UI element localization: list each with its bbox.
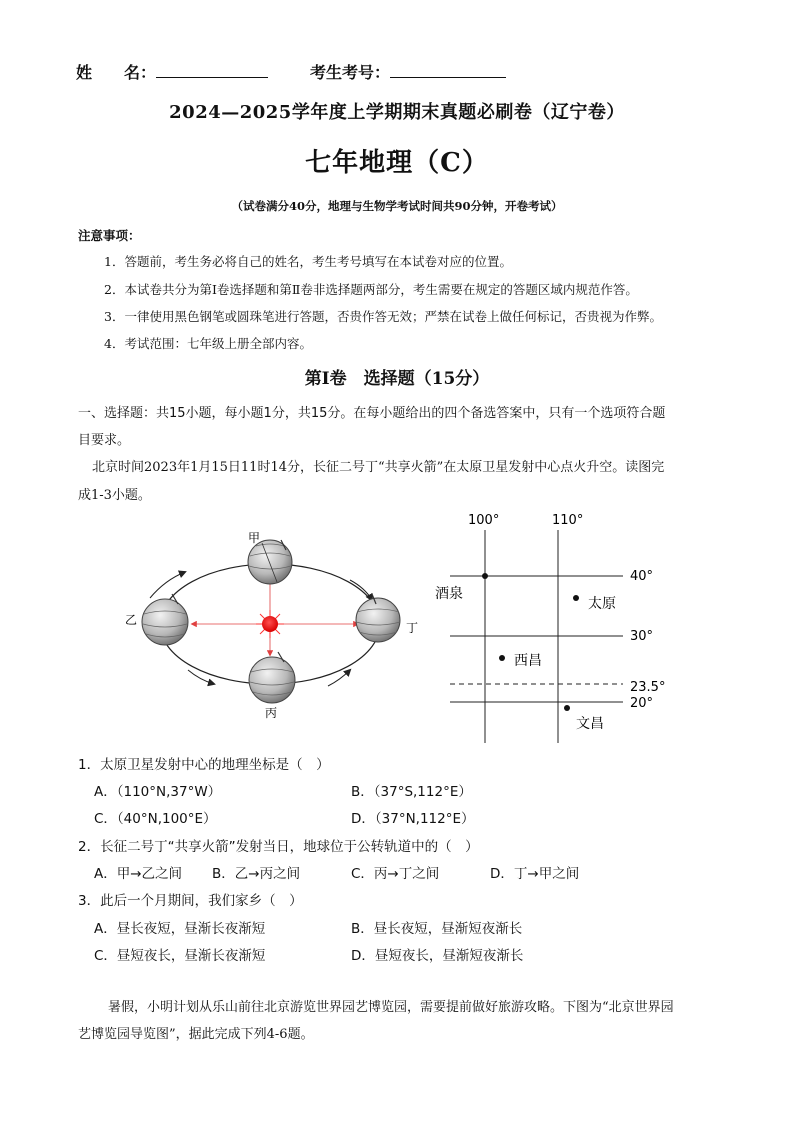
note-item-2: 2．本试卷共分为第Ⅰ卷选择题和第Ⅱ卷非选择题两部分，考生需要在规定的答题区域内规范作答。 [104,282,638,297]
jiuquan-marker [482,573,488,579]
question-3-option-d[interactable]: D．昼短夜长，昼渐短夜渐长 [351,948,524,964]
place-jiuquan: 酒泉 [435,586,463,602]
question-1-option-c[interactable]: C．（40°N,100°E） [94,811,217,827]
question-2-option-a[interactable]: A．甲→乙之间 [94,866,183,882]
label-jia: 甲 [248,531,261,545]
earth-bing-icon [249,652,295,703]
exam-info: （试卷满分40分，地理与生物学考试时间共90分钟，开卷考试） [231,199,563,213]
note-item-1: 1．答题前，考生务必将自己的姓名，考生考号填写在本试卷对应的位置。 [104,254,512,269]
orbit-arrow-1 [150,572,185,598]
earth-ding-icon [356,594,400,642]
question-2-option-b[interactable]: B．乙→丙之间 [212,866,301,882]
label-yi: 乙 [125,613,138,627]
place-taiyuan: 太原 [588,596,616,612]
subject-title: 七年地理（C） [305,148,489,178]
lat-label-30: 30° [630,629,654,644]
notes-heading: 注意事项： [78,228,141,243]
place-xichang: 西昌 [514,653,542,669]
note-item-4: 4．考试范围：七年级上册全部内容。 [104,336,312,351]
id-blank[interactable] [390,61,506,78]
lon-label-100: 100° [468,513,500,528]
wenchang-marker [564,705,570,711]
question-3-option-c[interactable]: C．昼短夜长，昼渐长夜渐短 [94,948,266,964]
id-field-row [310,60,506,83]
passage-2-line-2: 艺博览园导览图”，据此完成下列4-6题。 [78,1027,314,1042]
question-3-option-b[interactable]: B．昼长夜短，昼渐短夜渐长 [351,921,523,937]
question-3-option-a[interactable]: A．昼长夜短，昼渐长夜渐短 [94,921,266,937]
id-label: 考生考号： [310,63,391,82]
instruction-line-2: 目要求。 [78,433,131,448]
lon-label-110: 110° [552,513,584,528]
instruction-line-1: 一、选择题：共15小题，每小题1分，共15分。在每小题给出的四个备选答案中，只有一个选项符合题 [78,406,666,421]
launch-sites-map [430,505,680,750]
earth-orbit-diagram [110,520,420,725]
taiyuan-marker [573,595,579,601]
place-wenchang: 文昌 [576,716,604,732]
lat-label-40: 40° [630,569,654,584]
earth-jia-icon [248,540,292,584]
lat-label-23-5: 23.5° [630,680,666,695]
orbit-arrow-3 [188,670,214,684]
name-field-row [76,60,268,83]
passage-2-line-1: 暑假，小明计划从乐山前往北京游览世界园艺博览园，需要提前做好旅游攻略。下图为“北京世界园 [108,1000,674,1015]
question-2-option-d[interactable]: D．丁→甲之间 [490,866,580,882]
orbit-arrow-4 [328,670,350,686]
section-title: 第Ⅰ卷 选择题（15分） [304,369,490,389]
xichang-marker [499,655,505,661]
lat-label-20: 20° [630,696,654,711]
name-blank[interactable] [156,61,268,78]
question-2-option-c[interactable]: C．丙→丁之间 [351,866,440,882]
name-label: 姓 名： [76,63,157,82]
question-1-option-a[interactable]: A．（110°N,37°W） [94,784,222,800]
sun-icon [256,610,284,638]
exam-title: 2024—2025学年度上学期期末真题必刷卷（辽宁卷） [169,102,625,123]
label-bing: 丙 [265,706,278,720]
question-1-stem: 1．太原卫星发射中心的地理坐标是（ ） [78,757,330,773]
question-1-option-b[interactable]: B．（37°S,112°E） [351,784,472,800]
context-line-2: 成1-3小题。 [78,488,151,503]
question-3-stem: 3．此后一个月期间，我们家乡（ ） [78,893,303,909]
earth-yi-icon [142,594,188,645]
question-2-stem: 2．长征二号丁“共享火箭”发射当日，地球位于公转轨道中的（ ） [78,839,479,855]
label-ding: 丁 [406,621,419,635]
note-item-3: 3．一律使用黑色钢笔或圆珠笔进行答题，否贵作答无效；严禁在试卷上做任何标记，否贵视为作弊。 [104,309,662,324]
question-1-option-d[interactable]: D．（37°N,112°E） [351,811,475,827]
context-line-1: 北京时间2023年1月15日11时14分，长征二号丁“共享火箭”在太原卫星发射中心点火升空。读图完 [92,460,665,475]
